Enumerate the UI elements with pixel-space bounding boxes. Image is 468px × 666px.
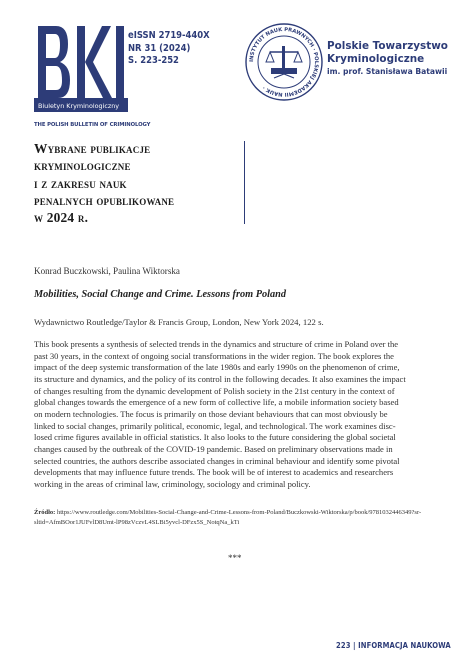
page-number: 223 [336, 641, 351, 650]
abstract-line: linked to social changes, primarily political, economic, legal, and technological. The work examines disc- [34, 420, 396, 431]
society-name [327, 40, 448, 77]
bki-caption: Biuletyn Kryminologiczny [38, 102, 120, 110]
abstract-line: past 30 years, in the context of ongoing social transformations in the wider region. The book explores the [34, 350, 394, 361]
section-title-line: i z zakresu nauk [34, 175, 127, 191]
title-divider [244, 141, 245, 224]
separator: *** [228, 553, 242, 563]
page-range: S. 223-252 [128, 55, 179, 67]
footer-divider: | [353, 641, 356, 650]
abstract-line: developments that may influence future trends. The book will be of interest to academics and researchers [34, 467, 394, 478]
abstract-line: losed crime figures available in official statistics. It also looks to the future considering the global societal [34, 432, 396, 443]
book-authors: Konrad Buczkowski, Paulina Wiktorska [34, 266, 180, 276]
book-abstract [34, 339, 432, 491]
institute-seal [244, 22, 324, 102]
section-title [34, 140, 224, 226]
section-title-line: kryminologiczne [34, 158, 131, 174]
source-label: Źródło: [34, 509, 56, 516]
bulletin-english-name: THE POLISH BULLETIN OF CRIMINOLOGY [34, 122, 151, 128]
section-title-line: Wybrane publikacje [34, 141, 151, 156]
abstract-line: impact of the deep systemic transformation of the late 1980s and early 1990s on the phenomenon of crime, [34, 362, 400, 373]
source-link[interactable]: https://www.routledge.com/Mobilities-Social-Change-and-Crime-Lessons-from-Poland/Buczkowski-Wiktorska/p/book/9781032446349?sr- [56, 509, 422, 516]
abstract-line: global changes towards the emergence of a new form of collective life, a mobile information society based [34, 397, 399, 408]
abstract-line: its structure and dynamics, and the policy of its control in the following decades. It also examines the impact [34, 373, 406, 384]
book-publisher: Wydawnictwo Routledge/Taylor & Francis Group, London, New York 2024, 122 s. [34, 317, 324, 327]
abstract-line: This book presents a synthesis of selected trends in the dynamics and structure of crime in Poland over the [34, 339, 399, 349]
bki-logo [34, 18, 130, 112]
footer-section: INFORMACJA NAUKOWA [358, 641, 451, 650]
page-footer [336, 641, 451, 650]
journal-meta [128, 30, 210, 68]
eissn: eISSN 2719-440X [128, 30, 210, 41]
source-note [34, 508, 432, 527]
seal-ring-text: INSTYTUT NAUK PRAWNYCH · POLSKIEJ AKADEMII NAUK · [248, 26, 320, 98]
book-title: Mobilities, Social Change and Crime. Lessons from Poland [34, 289, 287, 300]
abstract-line: changes caused by the outbreak of the COVID-19 pandemic. Based on preliminary observations made in [34, 443, 393, 454]
abstract-line: of changes resulting from the dynamic development of Polish society in the 21st century in the context of [34, 385, 395, 396]
section-title-line: w 2024 r. [34, 210, 89, 226]
society-patron: im. prof. Stanisława Batawii [327, 67, 448, 76]
abstract-line: on modern technologies. The focus is primarily on those deviant behaviours that can most obviously be [34, 408, 388, 419]
source-link-continued[interactable]: sltid=AfmBOor1JUFvlD8Umt-lP98zVczvL4SLBi5yvcl-DFzx5S_NotqNa_kTi [34, 518, 240, 526]
issue-number: NR 31 (2024) [128, 42, 191, 54]
section-title-line: penalnych opublikowane [34, 192, 175, 208]
abstract-line: working in the areas of criminal law, criminology, sociology and criminal policy. [34, 478, 311, 489]
society-name-line1: Polskie Towarzystwo [327, 40, 448, 52]
society-name-line2: Kryminologiczne [327, 53, 425, 65]
abstract-line: selected countries, the authors describe associated changes in criminal behaviour and identify some pivotal [34, 455, 400, 466]
